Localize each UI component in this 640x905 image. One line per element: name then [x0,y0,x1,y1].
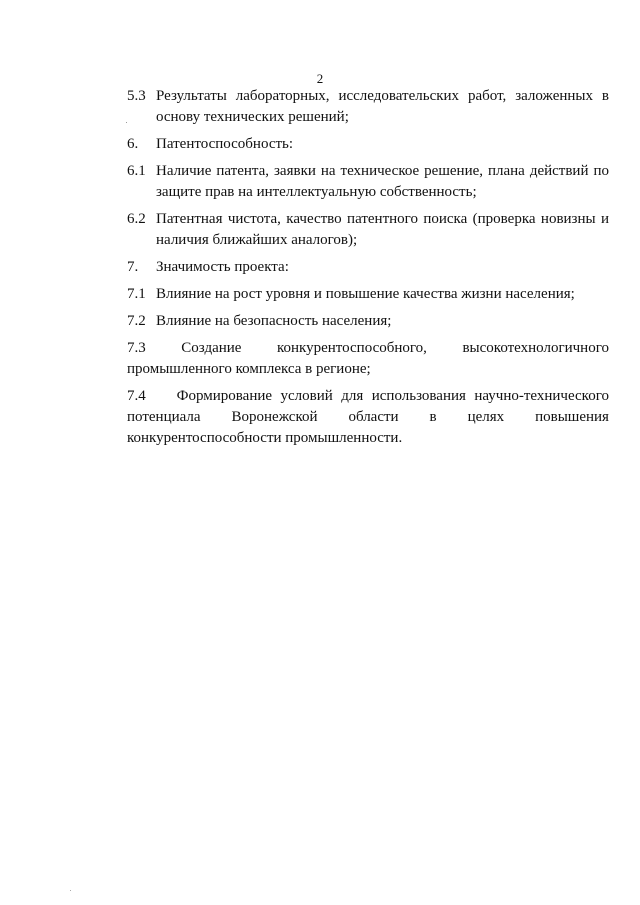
scan-speck [70,890,71,891]
list-item [127,134,609,155]
item-word: потенциала [127,409,201,425]
item-number: 7.3 [127,340,146,356]
item-text: Значимость проекта: [156,259,289,275]
list-item [127,161,609,203]
item-word: использования [371,388,466,404]
item-word: конкурентоспособного, [276,340,427,356]
item-number: 7.4 [127,388,146,404]
item-word: Воронежской [231,409,318,425]
item-number: 7. [127,259,139,275]
item-word: высокотехнологичного [462,340,609,356]
item-word: для [341,388,364,404]
item-word: условий [280,388,333,404]
item-number: 6.1 [127,163,146,179]
item-word: научно-технического [474,388,609,404]
item-text: Влияние на безопасность населения; [156,313,392,329]
item-line: промышленного комплекса в регионе; [127,361,371,377]
item-text: Патентоспособность: [156,136,294,152]
list-item-7-4 [127,386,609,449]
item-number: 6.2 [127,211,146,227]
list-item [127,311,609,332]
list-item [127,86,609,128]
list-item [127,209,609,251]
list-item-7-3 [127,338,609,380]
document-body [127,86,609,455]
item-text: Патентная чистота, качество патентного поиска (проверка новизны и наличия ближайших аналогов); [156,211,609,248]
item-word: целях [467,409,505,425]
item-word: Создание [181,340,242,356]
item-number: 6. [127,136,139,152]
item-text: Наличие патента, заявки на техническое решение, плана действий по защите прав на интеллектуальную собственность; [156,163,609,200]
item-text: Влияние на рост уровня и повышение качества жизни населения; [156,286,575,302]
item-number: 7.2 [127,313,146,329]
list-item [127,284,609,305]
item-text: Результаты лабораторных, исследовательских работ, заложенных в основу технических решений; [156,88,609,125]
item-word: в [429,409,437,425]
list-item [127,257,609,278]
item-word: повышения [535,409,609,425]
item-word: Формирование [176,388,273,404]
item-line: конкурентоспособности промышленности. [127,430,403,446]
page-number: 2 [316,71,324,86]
item-line [127,386,609,407]
item-number: 5.3 [127,88,146,104]
item-line [127,338,609,359]
item-line [127,407,609,428]
item-number: 7.1 [127,286,146,302]
item-word: области [348,409,399,425]
